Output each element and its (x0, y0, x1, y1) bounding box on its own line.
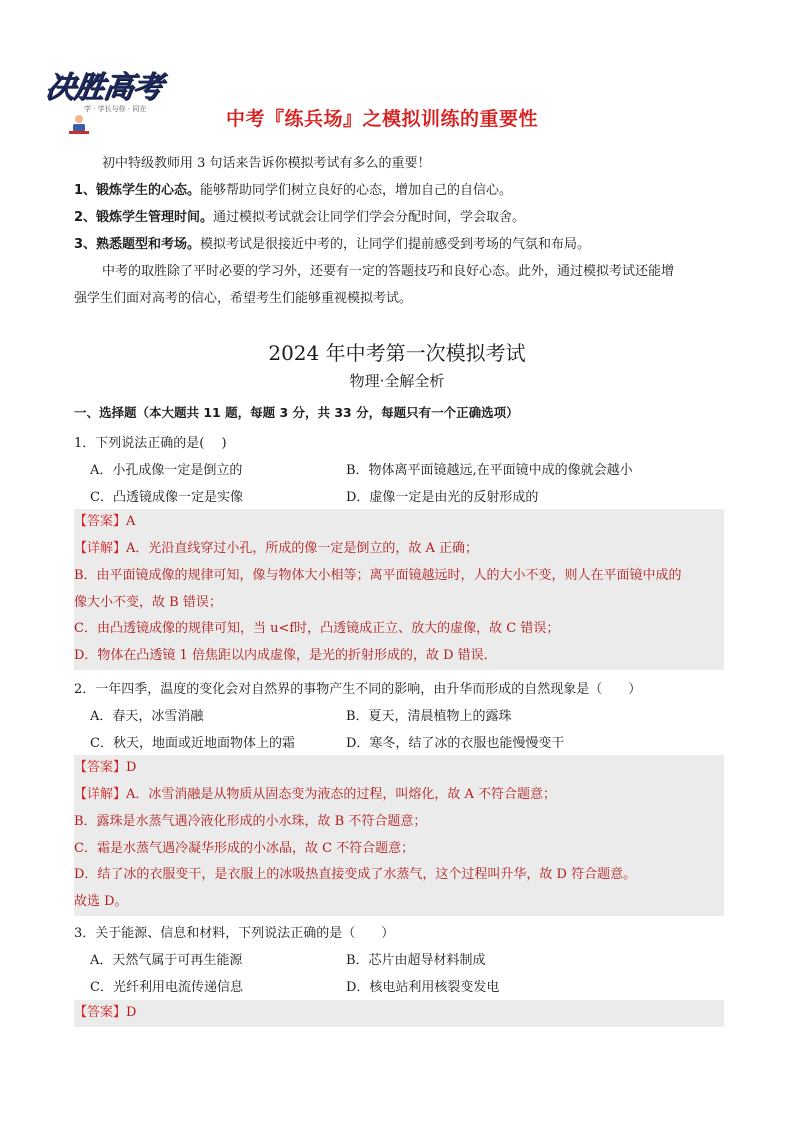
intro-point-title: 1、锻炼学生的心态。 (74, 183, 201, 198)
detail-line: C．由凸透镜成像的规律可知，当 u<f时，凸透镜成正立、放大的虚像，故 C 错误； (74, 621, 560, 637)
answer-label: 【答案】 (74, 760, 127, 775)
answer-block (74, 1000, 724, 1027)
question-option: A．天然气属于可再生能源 (90, 953, 243, 968)
answer-label: 【答案】 (74, 514, 127, 529)
answer-line (74, 755, 724, 782)
question-option: D．虚像一定是由光的反射形成的 (346, 490, 539, 505)
detail-line: D．物体在凸透镜 1 倍焦距以内成虚像，是光的折射形成的，故 D 错误． (74, 648, 497, 664)
detail-line: 像大小不变，故 B 错误； (74, 594, 222, 610)
intro-point-title: 3、熟悉题型和考场。 (74, 237, 201, 252)
intro-point-title: 2、锻炼学生管理时间。 (74, 210, 214, 225)
question-option: B．夏天，清晨植物上的露珠 (346, 709, 512, 724)
intro-point (74, 177, 724, 204)
question-stem: 3．关于能源、信息和材料，下列说法正确的是（ ） (74, 926, 395, 941)
question-option: B．物体离平面镜越远,在平面镜中成的像就会越小 (346, 463, 633, 478)
intro-closing: 强学生们面对高考的信心，希望考生们能够重视模拟考试。 (74, 291, 413, 306)
detail-block (74, 782, 724, 916)
answer-line (74, 1000, 724, 1027)
question-option: A．春天，冰雪消融 (90, 709, 204, 724)
question-option: B．芯片由超导材料制成 (346, 953, 486, 968)
detail-line: D．结了冰的衣服变干，是衣服上的冰吸热直接变成了水蒸气，这个过程叫升华，故 D 符合题意。 (74, 867, 637, 883)
answer-line (74, 509, 724, 536)
detail-block (74, 536, 724, 670)
answer-block (74, 509, 724, 536)
intro-point-text: 通过模拟考试就会让同学们学会分配时间，学会取舍。 (213, 210, 526, 225)
answer-block (74, 755, 724, 782)
intro-point (74, 231, 724, 258)
detail-line: C．霜是水蒸气遇冷凝华形成的小冰晶，故 C 不符合题意； (74, 840, 415, 856)
student-figure-icon (66, 114, 92, 136)
page-headline: 中考『练兵场』之模拟训练的重要性 (226, 108, 539, 130)
intro-point (74, 204, 724, 231)
intro-point-text: 能够帮助同学们树立良好的心态，增加自己的自信心。 (200, 183, 513, 198)
answer-value: D (126, 1005, 137, 1020)
logo-text: 决胜高考 (43, 70, 164, 105)
question-stem: 2．一年四季，温度的变化会对自然界的事物产生不同的影响，由升华而形成的自然现象是（ ） (74, 682, 642, 697)
detail-label: 【详解】 (74, 787, 127, 802)
question-option: A．小孔成像一定是倒立的 (90, 463, 243, 478)
intro-closing: 中考的取胜除了平时必要的学习外，还要有一定的答题技巧和良好心态。此外，通过模拟考试还能增 (102, 264, 675, 279)
question-stem: 1．下列说法正确的是( ) (74, 436, 227, 451)
question-option: C．秋天，地面或近地面物体上的霜 (90, 736, 295, 751)
logo-subtext: 学 · 学长与你 · 同在 (84, 105, 147, 113)
intro-section (74, 150, 724, 312)
detail-text: A．光沿直线穿过小孔，所成的像一定是倒立的，故 A 正确； (126, 541, 479, 556)
exam-subtitle: 物理·全解全析 (349, 372, 445, 390)
detail-text: A．冰雪消融是从物质从固态变为液态的过程，叫熔化，故 A 不符合题意； (126, 787, 557, 802)
question-option: D．核电站利用核裂变发电 (346, 980, 500, 995)
detail-label: 【详解】 (74, 541, 127, 556)
intro-lead: 初中特级教师用 3 句话来告诉你模拟考试有多么的重要！ (102, 156, 431, 171)
answer-label: 【答案】 (74, 1005, 127, 1020)
detail-line: 故选 D。 (74, 894, 128, 910)
question-option: D．寒冬，结了冰的衣服也能慢慢变干 (346, 736, 565, 751)
detail-line (74, 782, 724, 809)
answer-value: A (126, 514, 136, 529)
question-option: C．光纤利用电流传递信息 (90, 980, 243, 995)
question-option: C．凸透镜成像一定是实像 (90, 490, 243, 505)
intro-point-text: 模拟考试是很接近中考的，让同学们提前感受到考场的气氛和布局。 (200, 237, 591, 252)
logo (43, 62, 176, 142)
answer-value: D (126, 760, 137, 775)
detail-line: B．由平面镜成像的规律可知，像与物体大小相等；离平面镜越远时，人的大小不变，则人在平面镜中成的 (74, 567, 682, 583)
detail-line (74, 536, 724, 563)
detail-line: B．露珠是水蒸气遇冷液化形成的小水珠，故 B 不符合题意； (74, 813, 427, 829)
section-header: 一、选择题（本大题共 11 题，每题 3 分，共 33 分，每题只有一个正确选项） (74, 405, 519, 420)
exam-title: 2024 年中考第一次模拟考试 (268, 341, 526, 365)
